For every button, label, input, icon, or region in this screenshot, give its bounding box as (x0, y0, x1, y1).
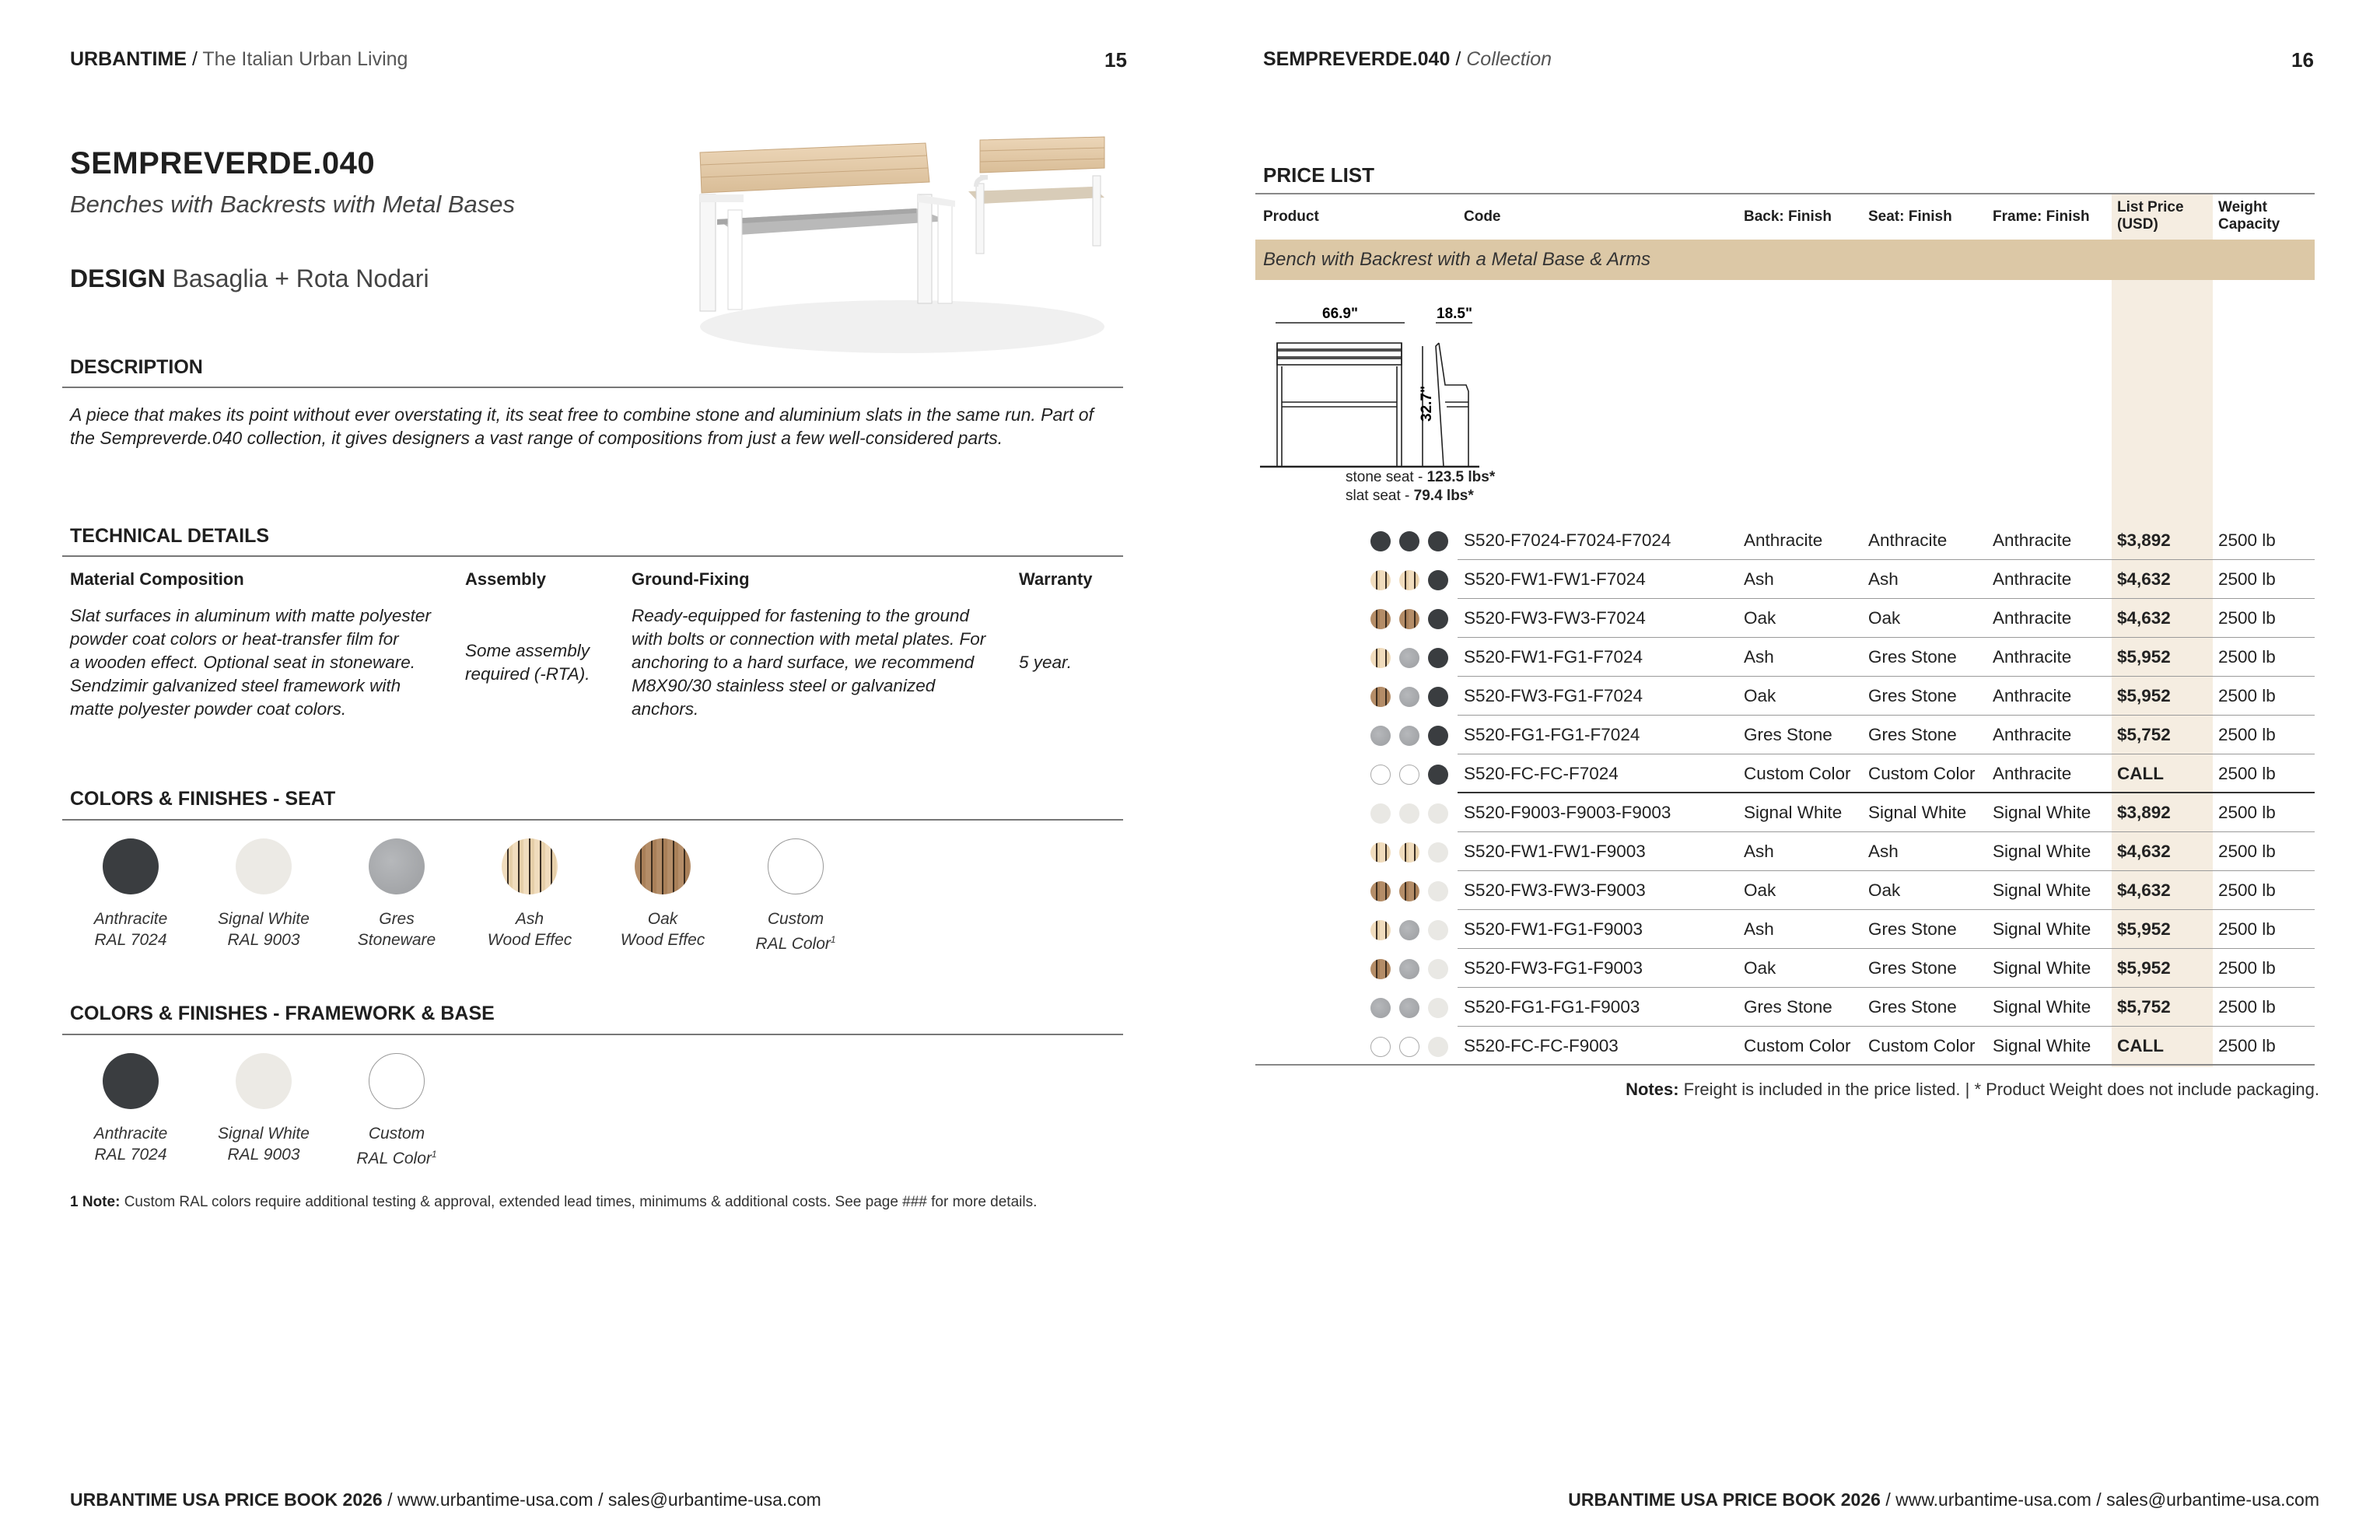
seat-finish-cell: Anthracite (1868, 530, 1948, 550)
custom-ral-note (70, 1194, 1037, 1211)
finish-dot-oak (1370, 609, 1391, 629)
frame-colors-rule (62, 1034, 1123, 1035)
bench-rear (968, 137, 1104, 254)
swatch-label-line (464, 929, 596, 950)
swatch-signal-white (236, 838, 292, 894)
table-row (1190, 871, 2380, 910)
finish-dots (1370, 765, 1454, 785)
seat-colors-rule (62, 819, 1123, 821)
swatch-label-line (65, 1144, 197, 1165)
code-cell: S520-FG1-FG1-F9003 (1464, 997, 1640, 1017)
product-weights (1346, 468, 1495, 506)
code-cell: S520-FW1-FG1-F7024 (1464, 647, 1643, 667)
frame-finish-cell: Signal White (1993, 1036, 2091, 1055)
code-cell: S520-FW1-FG1-F9003 (1464, 919, 1643, 939)
notes-text: Freight is included in the price listed. | * Product Weight does not include packaging. (1678, 1080, 2319, 1099)
code-cell: S520-FW1-FW1-F7024 (1464, 569, 1646, 589)
finish-dots (1370, 570, 1454, 590)
swatch-label-line: Custom (767, 910, 824, 928)
code-cell: S520-FW3-FW3-F9003 (1464, 880, 1646, 900)
weight-cell: 2500 lb (2218, 958, 2276, 978)
finish-dots (1370, 881, 1454, 901)
back-finish-cell: Ash (1744, 569, 1774, 589)
price-cell: CALL (2117, 764, 2164, 783)
swatch-custom (768, 838, 824, 894)
description-heading: DESCRIPTION (70, 356, 203, 378)
finish-dot-gres (1399, 687, 1419, 707)
price-cell: $4,632 (2117, 880, 2171, 900)
finish-dot-white (1370, 803, 1391, 824)
description-rule (62, 387, 1123, 388)
finish-dots (1370, 920, 1454, 940)
price-cell: $5,752 (2117, 997, 2171, 1017)
section-title: Bench with Backrest with a Metal Base & Arms (1263, 249, 1650, 270)
finish-dot-anthracite (1428, 648, 1448, 668)
swatch-label-line (198, 929, 330, 950)
frame-finish-cell: Signal White (1993, 842, 2091, 861)
weight-cell: 2500 lb (2218, 1036, 2276, 1055)
swatch-label (597, 908, 729, 950)
frame-finish-cell: Signal White (1993, 997, 2091, 1017)
notes-label: Notes: (1626, 1080, 1679, 1099)
price-cell: $5,952 (2117, 647, 2171, 667)
finish-dot-anthracite (1428, 687, 1448, 707)
weight-cell: 2500 lb (2218, 647, 2276, 667)
description-text (70, 403, 1120, 450)
material-line: Sendzimir galvanized steel framework with (70, 676, 401, 695)
table-row (1190, 521, 2380, 560)
finish-dots (1370, 648, 1454, 668)
finish-dot-oak (1370, 687, 1391, 707)
price-cell: $5,952 (2117, 958, 2171, 978)
assembly-column-header: Assembly (465, 569, 546, 589)
swatch-label-line: Signal White (218, 1125, 310, 1143)
seat-finish-cell: Custom Color (1868, 1036, 1976, 1055)
finish-dot-ash (1370, 842, 1391, 863)
table-row (1190, 988, 2380, 1027)
right-page (1190, 0, 2380, 1540)
frame-finish-cell: Anthracite (1993, 530, 2072, 550)
finish-dot-ash (1370, 648, 1391, 668)
seat-finish-cell: Gres Stone (1868, 647, 1957, 667)
weight-cell: 2500 lb (2218, 686, 2276, 705)
price-cell: $3,892 (2117, 803, 2171, 822)
note-label: 1 Note: (70, 1194, 121, 1210)
finish-dot-white (1428, 920, 1448, 940)
swatch-label-text: RAL 7024 (94, 931, 167, 949)
finish-dot-anthracite (1399, 531, 1419, 551)
header-tagline: The Italian Urban Living (202, 48, 408, 70)
height-dimension-label: 32.7" (1419, 386, 1435, 422)
finish-dots (1370, 1037, 1454, 1057)
slat-seat-weight (1346, 487, 1495, 506)
table-row (1190, 599, 2380, 638)
finish-dot-anthracite (1428, 570, 1448, 590)
design-credit (70, 264, 429, 293)
technical-heading: TECHNICAL DETAILS (70, 525, 270, 547)
finish-dot-oak (1399, 609, 1419, 629)
finish-dots (1370, 531, 1454, 551)
table-row (1190, 910, 2380, 949)
finish-dot-oak (1370, 959, 1391, 979)
code-cell: S520-FC-FC-F7024 (1464, 764, 1619, 783)
table-row (1190, 716, 2380, 754)
finish-dot-gres (1399, 920, 1419, 940)
code-cell: S520-F9003-F9003-F9003 (1464, 803, 1671, 822)
swatch-label-line (331, 1144, 463, 1169)
finish-dot-custom (1399, 1037, 1419, 1057)
weight-cell: 2500 lb (2218, 880, 2276, 900)
swatch-label-text: RAL 9003 (227, 931, 300, 949)
material-line: Slat surfaces in aluminum with matte polyester (70, 606, 431, 625)
price-notes (1626, 1080, 2319, 1100)
swatch-label (65, 908, 197, 950)
page-header (1263, 48, 1552, 71)
finish-dot-anthracite (1370, 531, 1391, 551)
code-cell: S520-FC-FC-F9003 (1464, 1036, 1619, 1055)
column-header-seat: Seat: Finish (1868, 208, 1952, 225)
finish-dot-gres (1399, 998, 1419, 1018)
description-line: the Sempreverde.040 collection, it gives designers a vast range of compositions from just a few well-considered parts. (70, 428, 1003, 448)
frame-finish-cell: Signal White (1993, 880, 2091, 900)
frame-colors-heading: COLORS & FINISHES - FRAMEWORK & BASE (70, 1003, 495, 1024)
price-cell: $5,952 (2117, 686, 2171, 705)
frame-finish-cell: Signal White (1993, 919, 2091, 939)
weight-cell: 2500 lb (2218, 997, 2276, 1017)
design-names: Basaglia + Rota Nodari (172, 264, 429, 292)
seat-finish-cell: Signal White (1868, 803, 1967, 822)
table-row (1190, 1027, 2380, 1066)
material-line: matte polyester powder coat colors. (70, 699, 347, 719)
weight-cell: 2500 lb (2218, 569, 2276, 589)
depth-dimension-label: 18.5" (1437, 306, 1472, 322)
description-line: A piece that makes its point without ever overstating it, its seat free to combine stone and aluminium slats in the same run. Part of (70, 404, 1094, 425)
finish-dot-oak (1370, 881, 1391, 901)
back-finish-cell: Oak (1744, 958, 1776, 978)
bench-front (700, 143, 955, 311)
finish-dots (1370, 609, 1454, 629)
price-cell: $3,892 (2117, 530, 2171, 550)
finish-dot-anthracite (1428, 726, 1448, 746)
swatch-label-line (331, 929, 463, 950)
material-line: powder coat colors or heat-transfer film for (70, 629, 399, 649)
header-brand: URBANTIME (70, 48, 187, 70)
ground-line: with bolts or connection with metal plates. For (632, 629, 986, 649)
frame-finish-cell: Anthracite (1993, 608, 2072, 628)
slat-seat-label: slat seat - (1346, 488, 1414, 504)
note-text: Custom RAL colors require additional testing & approval, extended lead times, minimums & additional costs. See page ### for more details. (124, 1194, 1038, 1210)
swatch-label-line (730, 929, 862, 954)
seat-finish-cell: Oak (1868, 608, 1901, 628)
finish-dot-white (1428, 842, 1448, 863)
weight-cell: 2500 lb (2218, 842, 2276, 861)
footnote-marker: 1 (830, 934, 836, 945)
weight-header-line: Capacity (2218, 216, 2280, 233)
footer-brand: URBANTIME USA PRICE BOOK 2026 (1568, 1489, 1881, 1510)
column-header-frame: Frame: Finish (1993, 208, 2090, 225)
slat-seat-value: 79.4 lbs* (1413, 488, 1474, 504)
price-header-line: List Price (2117, 199, 2184, 215)
product-image (669, 117, 1120, 366)
table-row (1190, 677, 2380, 716)
technical-rule (62, 555, 1123, 557)
back-finish-cell: Custom Color (1744, 764, 1851, 783)
product-subtitle: Benches with Backrests with Metal Bases (70, 191, 516, 218)
assembly-line: required (-RTA). (465, 664, 590, 684)
swatch-label (730, 908, 862, 954)
weight-header-line: Weight (2218, 199, 2267, 215)
finish-dots (1370, 803, 1454, 824)
header-sep: / (191, 48, 198, 70)
seat-finish-cell: Gres Stone (1868, 725, 1957, 744)
ground-line: M8X90/30 stainless steel or galvanized (632, 676, 936, 695)
price-list-heading: PRICE LIST (1263, 163, 1375, 187)
back-finish-cell: Gres Stone (1744, 725, 1832, 744)
weight-cell: 2500 lb (2218, 803, 2276, 822)
code-cell: S520-FW3-FG1-F9003 (1464, 958, 1643, 978)
warranty-column-header: Warranty (1019, 569, 1093, 589)
back-finish-cell: Gres Stone (1744, 997, 1832, 1017)
finish-dot-ash (1399, 570, 1419, 590)
back-finish-cell: Ash (1744, 919, 1774, 939)
price-header-line: (USD) (2117, 216, 2158, 233)
finish-dot-white (1399, 803, 1419, 824)
finish-dots (1370, 687, 1454, 707)
weight-cell: 2500 lb (2218, 764, 2276, 783)
finish-dot-ash (1399, 842, 1419, 863)
column-header-product: Product (1263, 208, 1319, 225)
back-finish-cell: Custom Color (1744, 1036, 1851, 1055)
price-cell: $4,632 (2117, 569, 2171, 589)
weight-cell: 2500 lb (2218, 608, 2276, 628)
footer-contact: / www.urbantime-usa.com / sales@urbantime-usa.com (1880, 1489, 2319, 1510)
width-dimension-label: 66.9" (1322, 306, 1358, 322)
table-row (1190, 793, 2380, 832)
assembly-line: Some assembly (465, 641, 590, 660)
finish-dot-anthracite (1428, 609, 1448, 629)
finish-dots (1370, 998, 1454, 1018)
swatch-label-text: Stoneware (357, 931, 436, 949)
swatch-label-line: Ash (515, 910, 544, 928)
swatch-label-line: Custom (368, 1125, 425, 1143)
page-number: 15 (1104, 48, 1127, 72)
warranty-text: 5 year. (1019, 653, 1072, 672)
swatch-label-text: RAL 9003 (227, 1146, 300, 1164)
finish-dot-gres (1399, 726, 1419, 746)
column-header-price (2117, 199, 2184, 233)
header-tagline: Collection (1466, 48, 1552, 70)
finish-dot-gres (1370, 726, 1391, 746)
seat-finish-cell: Ash (1868, 569, 1899, 589)
swatch-label-text: RAL Color (356, 1150, 432, 1167)
swatch-label-line (65, 929, 197, 950)
swatch-label (198, 1123, 330, 1165)
price-list-rule (1255, 193, 2315, 194)
ground-fixing-column-header: Ground-Fixing (632, 569, 750, 589)
seat-finish-cell: Gres Stone (1868, 958, 1957, 978)
frame-finish-cell: Anthracite (1993, 686, 2072, 705)
frame-finish-cell: Anthracite (1993, 725, 2072, 744)
finish-dot-anthracite (1428, 765, 1448, 785)
frame-finish-cell: Anthracite (1993, 764, 2072, 783)
swatch-label-text: RAL Color (755, 935, 831, 953)
swatch-label-line (198, 1144, 330, 1165)
stone-seat-label: stone seat - (1346, 469, 1427, 485)
footnote-marker: 1 (431, 1149, 437, 1160)
swatch-label-line: Anthracite (93, 1125, 168, 1143)
table-row (1190, 754, 2380, 793)
column-header-code: Code (1464, 208, 1501, 225)
material-text (70, 604, 431, 721)
back-finish-cell: Oak (1744, 608, 1776, 628)
material-column-header: Material Composition (70, 569, 244, 589)
swatch-gres (369, 838, 425, 894)
finish-dot-gres (1399, 959, 1419, 979)
assembly-text (465, 639, 590, 686)
page-footer (1568, 1489, 2319, 1510)
swatch-label-line: Anthracite (93, 910, 168, 928)
swatch-oak (635, 838, 691, 894)
swatch-label (331, 908, 463, 950)
weight-cell: 2500 lb (2218, 725, 2276, 744)
seat-finish-cell: Gres Stone (1868, 686, 1957, 705)
swatch-label (331, 1123, 463, 1169)
code-cell: S520-F7024-F7024-F7024 (1464, 530, 1671, 550)
swatch-anthracite (103, 838, 159, 894)
column-header-back: Back: Finish (1744, 208, 1832, 225)
code-cell: S520-FW3-FG1-F7024 (1464, 686, 1643, 705)
stone-seat-weight (1346, 468, 1495, 487)
swatch-label-line (597, 929, 729, 950)
footer-brand: URBANTIME USA PRICE BOOK 2026 (70, 1489, 383, 1510)
swatch-label (198, 908, 330, 950)
finish-dots (1370, 842, 1454, 863)
back-finish-cell: Anthracite (1744, 530, 1823, 550)
code-cell: S520-FW3-FW3-F7024 (1464, 608, 1646, 628)
ground-line: anchoring to a hard surface, we recommend (632, 653, 975, 672)
price-cell: CALL (2117, 1036, 2164, 1055)
price-cell: $5,952 (2117, 919, 2171, 939)
footer-contact: / www.urbantime-usa.com / sales@urbantime-usa.com (382, 1489, 821, 1510)
ground-line: Ready-equipped for fastening to the ground (632, 606, 970, 625)
finish-dot-custom (1370, 1037, 1391, 1057)
seat-finish-cell: Gres Stone (1868, 997, 1957, 1017)
finish-dot-white (1428, 998, 1448, 1018)
swatch-label-text: RAL 7024 (94, 1146, 167, 1164)
swatch-ash (502, 838, 558, 894)
page-header (70, 48, 408, 71)
back-finish-cell: Ash (1744, 647, 1774, 667)
stone-seat-value: 123.5 lbs* (1426, 469, 1496, 485)
back-finish-cell: Oak (1744, 686, 1776, 705)
frame-finish-cell: Signal White (1993, 803, 2091, 822)
swatch-label-text: Wood Effec (620, 931, 705, 949)
column-header-weight (2218, 199, 2280, 233)
swatch-label-line: Signal White (218, 910, 310, 928)
frame-finish-cell: Anthracite (1993, 569, 2072, 589)
table-row (1190, 949, 2380, 988)
swatch-label-line: Gres (379, 910, 415, 928)
swatch-label (65, 1123, 197, 1165)
finish-dot-oak (1399, 881, 1419, 901)
table-row (1190, 638, 2380, 677)
seat-colors-heading: COLORS & FINISHES - SEAT (70, 788, 336, 810)
seat-finish-cell: Oak (1868, 880, 1901, 900)
price-cell: $4,632 (2117, 842, 2171, 861)
back-finish-cell: Ash (1744, 842, 1774, 861)
finish-dots (1370, 726, 1454, 746)
swatch-label-text: Wood Effec (487, 931, 572, 949)
weight-cell: 2500 lb (2218, 919, 2276, 939)
finish-dot-ash (1370, 920, 1391, 940)
table-row (1190, 560, 2380, 599)
ground-line: anchors. (632, 699, 699, 719)
finish-dot-white (1428, 959, 1448, 979)
frame-finish-cell: Signal White (1993, 958, 2091, 978)
back-finish-cell: Signal White (1744, 803, 1843, 822)
finish-dot-ash (1370, 570, 1391, 590)
finish-dot-custom (1399, 765, 1419, 785)
header-sep: / (1455, 48, 1461, 70)
finish-dot-white (1428, 881, 1448, 901)
table-row (1190, 832, 2380, 871)
design-label: DESIGN (70, 264, 166, 292)
finish-dot-custom (1370, 765, 1391, 785)
seat-finish-cell: Custom Color (1868, 764, 1976, 783)
code-cell: S520-FW1-FW1-F9003 (1464, 842, 1646, 861)
header-brand: SEMPREVERDE.040 (1263, 48, 1451, 70)
seat-finish-cell: Ash (1868, 842, 1899, 861)
finish-dot-anthracite (1428, 531, 1448, 551)
finish-dot-gres (1399, 648, 1419, 668)
ground-fixing-text (632, 604, 985, 721)
finish-dot-gres (1370, 998, 1391, 1018)
swatch-signal-white (236, 1053, 292, 1109)
frame-finish-cell: Anthracite (1993, 647, 2072, 667)
swatch-label (464, 908, 596, 950)
swatch-custom (369, 1053, 425, 1109)
finish-dots (1370, 959, 1454, 979)
weight-cell: 2500 lb (2218, 530, 2276, 550)
back-finish-cell: Oak (1744, 880, 1776, 900)
finish-dot-white (1428, 803, 1448, 824)
product-title: SEMPREVERDE.040 (70, 146, 376, 180)
material-line: a wooden effect. Optional seat in stoneware. (70, 653, 416, 672)
swatch-label-line: Oak (647, 910, 678, 928)
price-cell: $4,632 (2117, 608, 2171, 628)
page-footer (70, 1489, 821, 1510)
dimension-drawing (1260, 299, 1571, 471)
seat-finish-cell: Gres Stone (1868, 919, 1957, 939)
page-number: 16 (2291, 48, 2314, 72)
code-cell: S520-FG1-FG1-F7024 (1464, 725, 1640, 744)
finish-dot-white (1428, 1037, 1448, 1057)
price-cell: $5,752 (2117, 725, 2171, 744)
row-divider (1255, 1064, 2315, 1066)
swatch-anthracite (103, 1053, 159, 1109)
